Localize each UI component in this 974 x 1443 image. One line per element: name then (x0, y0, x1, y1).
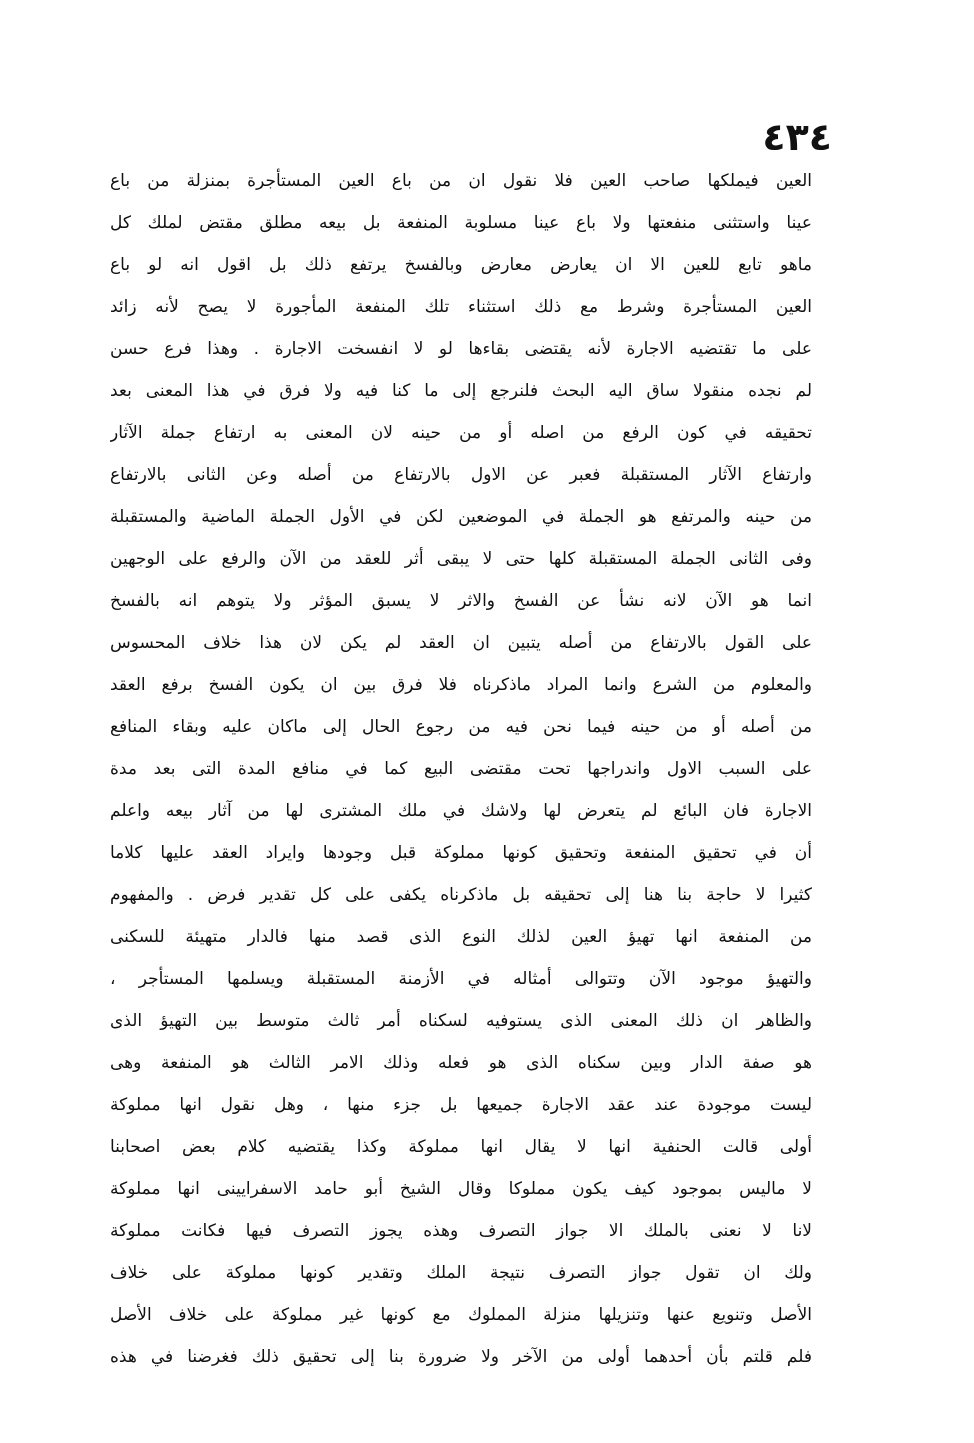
text-line: على القول بالارتفاع من أصله يتبين ان العقد لم يكن لان هذا خلاف المحسوس (110, 633, 812, 653)
text-line: لم نجده منقولا ساق اليه البحث فلنرجع إلى ما كنا فيه ولا فرق في هذا المعنى بعد (110, 381, 812, 401)
text-line: الاجارة فان البائع لم يتعرض لها ولاشك في ملك المشترى لها من آثار بيعه واعلم (110, 801, 812, 821)
text-line: والتهيؤ موجود الآن وتتوالى أمثاله في الأزمنة المستقبلة ويسلمها المستأجر ، (110, 969, 812, 989)
text-line: كثيرا لا حاجة بنا هنا إلى تحقيقه بل ماذكرناه يكفى على كل تقدير فرض . والمفهوم (110, 885, 812, 905)
text-line: على السبب الاول واندراجها تحت مقتضى البيع كما في منافع المدة التى بعد مدة (110, 759, 812, 779)
text-line: والمعلوم من الشرع وانما المراد ماذكرناه فلا فرق بين ان يكون الفسخ برفع العقد (110, 675, 812, 695)
text-line: العين فيملكها صاحب العين فلا نقول ان من باع العين المستأجرة بمنزلة من باع (110, 171, 812, 191)
text-line: تحقيقه في كون الرفع من اصله أو من حينه لان المعنى به ارتفاع جملة الآثار (110, 423, 812, 443)
text-line: وارتفاع الآثار المستقبلة فعبر عن الاول بالارتفاع من أصله وعن الثانى بالارتفاع (110, 465, 812, 485)
text-line: ليست موجودة عند عقد الاجارة جميعها بل جزء منها ، وهل نقول انها مملوكة (110, 1095, 812, 1115)
text-line: من أصله أو من حينه فيما نحن فيه من رجوع الحال إلى ماكان عليه وبقاء المنافع (110, 717, 812, 737)
text-line: لا ماليس بموجود كيف يكون مملوكا وقال الشيخ أبو حامد الاسفرايينى انها مملوكة (110, 1179, 812, 1199)
text-line: من المنفعة انها تهيؤ العين لذلك النوع الذى قصد منها فالدار متهيئة للسكنى (110, 927, 812, 947)
text-line: لانا لا نعنى بالملك الا جواز التصرف وهذه يجوز التصرف فيها فكانت مملوكة (110, 1221, 812, 1241)
text-line: أن في تحقيق المنفعة وتحقيق كونها مملوكة قبل وجودها وايراد العقد عليها كلاما (110, 843, 812, 863)
text-line: أولى قالت الحنفية انها لا يقال انها مملوكة وكذا يقتضيه كلام بعض اصحابنا (110, 1137, 812, 1157)
text-line: ولك ان تقول جواز التصرف نتيجة الملك وتقدير كونها مملوكة على خلاف (110, 1263, 812, 1283)
text-line: عينا واستثنى منفعتها ولا باع عينا مسلوبة المنفعة بل بيعه مطلق مقتض لملك كل (110, 213, 812, 233)
body-text (110, 160, 812, 1378)
text-line: من حينه والمرتفع هو الجملة في الموضعين لكن في الأول الجملة الماضية والمستقبلة (110, 507, 812, 527)
text-line: ماهو تابع للعين الا ان يعارض معارض وبالفسخ يرتفع ذلك بل اقول انه لو باع (110, 255, 812, 275)
text-line: وفى الثانى الجملة المستقبلة كلها حتى لا يبقى أثر للعقد من الآن والرفع على الوجهين (110, 549, 812, 569)
page-number: ٤٣٤ (762, 115, 832, 159)
text-line: هو صفة الدار وبين سكناه الذى هو فعله وذلك الامر الثالث هو المنفعة وهى (110, 1053, 812, 1073)
text-line: العين المستأجرة وشرط مع ذلك استثناء تلك المنفعة المأجورة لا يصح لأنه زائد (110, 297, 812, 317)
text-line: والظاهر ان ذلك المعنى الذى يستوفيه لسكناه أمر ثالث متوسط بين التهيؤ الذى (110, 1011, 812, 1031)
text-line: الأصل وتنويع عنها وتنزيلها منزلة المملوك مع كونها غير مملوكة على خلاف الأصل (110, 1305, 812, 1325)
text-line: انما هو الآن لانه نشأ عن الفسخ والاثر لا يسبق المؤثر ولا يتوهم انه بالفسخ (110, 591, 812, 611)
text-line: على ما تقتضيه الاجارة لأنه يقتضى بقاءها لو لا انفسخت الاجارة . وهذا فرع حسن (110, 339, 812, 359)
text-line: فلم قلتم بأن أحدهما أولى من الآخر ولا ضرورة بنا إلى تحقيق ذلك فغرضنا في هذه (110, 1347, 812, 1367)
